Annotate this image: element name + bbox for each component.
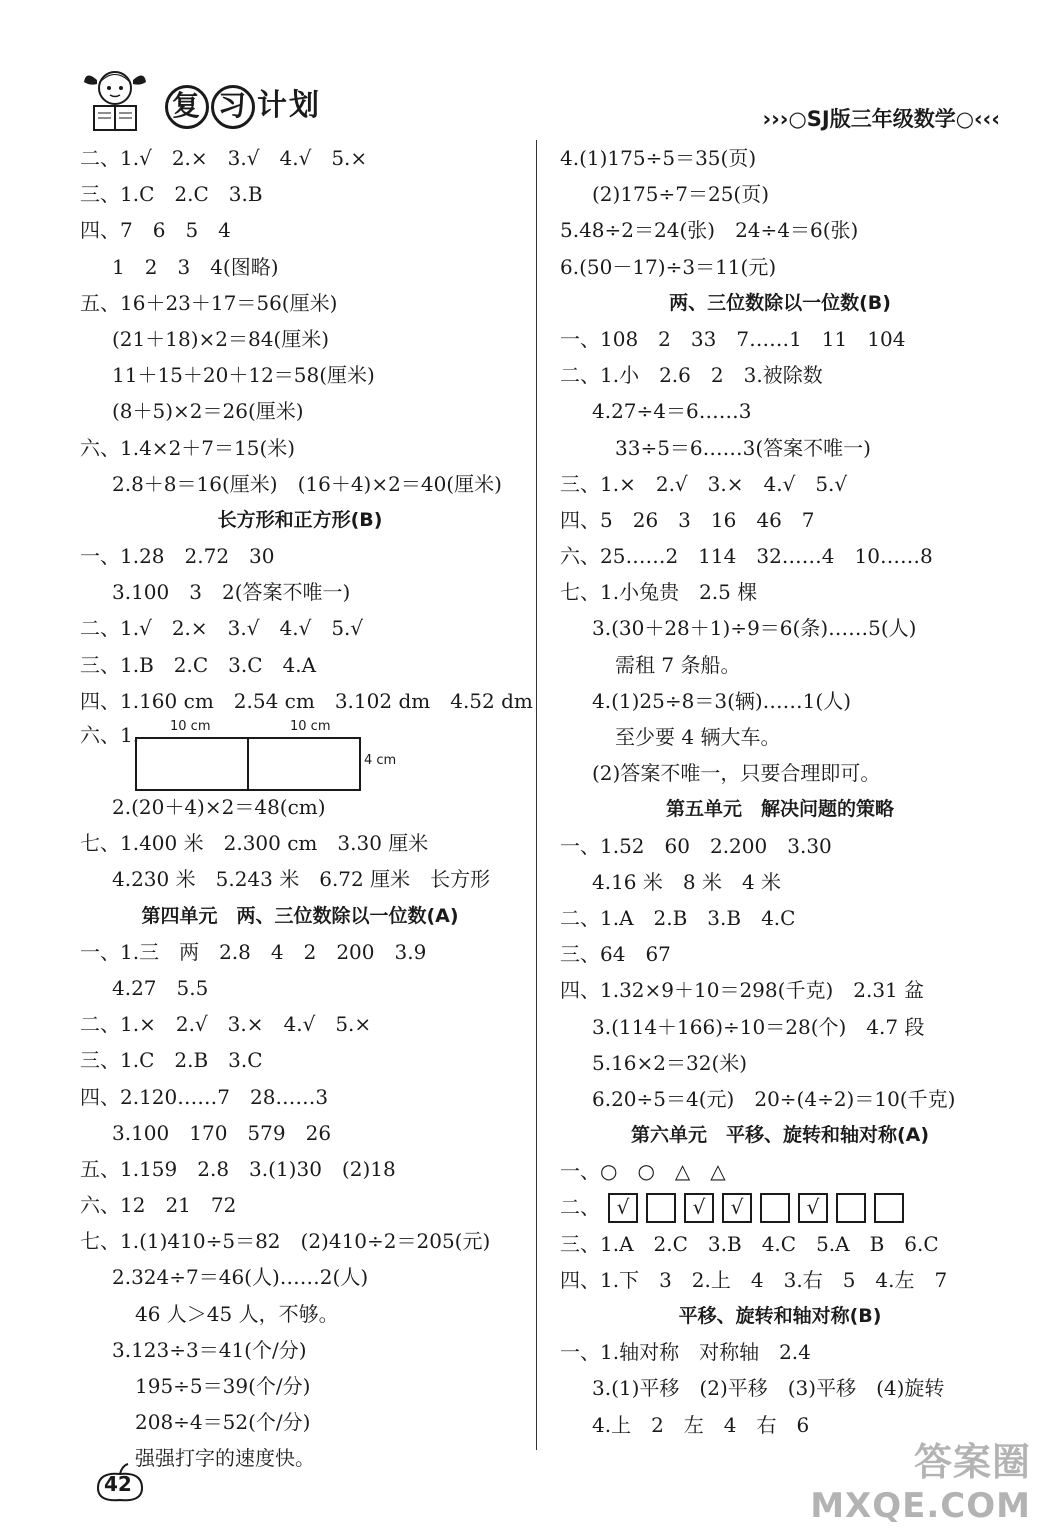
answer-line: 二、 bbox=[560, 1195, 600, 1220]
answer-line: 五、1.159 2.8 3.(1)30 (2)18 bbox=[80, 1156, 396, 1181]
checkbox: √ bbox=[798, 1193, 828, 1223]
answer-line: 一、1.三 两 2.8 4 2 200 3.9 bbox=[80, 939, 427, 964]
answer-line: 5.48÷2＝24(张) 24÷4＝6(张) bbox=[560, 218, 859, 243]
column-divider bbox=[536, 140, 537, 1450]
answer-line: 三、1.B 2.C 3.C 4.A bbox=[80, 652, 317, 677]
answer-line: (8＋5)×2＝26(厘米) bbox=[112, 399, 304, 424]
answer-line: 至少要 4 辆大车。 bbox=[615, 725, 781, 749]
page-title bbox=[165, 80, 321, 129]
answer-line: 二、1.√ 2.× 3.√ 4.√ 5.√ bbox=[80, 616, 364, 641]
answer-line: 一、108 2 33 7……1 11 104 bbox=[560, 326, 906, 351]
answer-line: 3.123÷3＝41(个/分) bbox=[112, 1337, 307, 1362]
title-char-2: 习 bbox=[211, 85, 255, 129]
checkbox: √ bbox=[608, 1193, 638, 1223]
answer-line: 4.16 米 8 米 4 米 bbox=[592, 869, 782, 894]
answer-line: 11＋15＋20＋12＝58(厘米) bbox=[112, 363, 375, 388]
dimension-label: 4 cm bbox=[364, 753, 397, 768]
answer-line: 4.27÷4＝6……3 bbox=[592, 399, 752, 424]
rectangle-right bbox=[247, 737, 361, 791]
answer-line: 四、1.下 3 2.上 4 3.右 5 4.左 7 bbox=[560, 1267, 948, 1292]
answer-line: (2)答案不唯一，只要合理即可。 bbox=[592, 761, 881, 786]
answer-line: 2.8＋8＝16(厘米) (16＋4)×2＝40(厘米) bbox=[112, 471, 502, 496]
page-number-text: 42 bbox=[104, 1472, 132, 1496]
answer-line: 一、1.52 60 2.200 3.30 bbox=[560, 833, 832, 858]
section-heading: 两、三位数除以一位数(B) bbox=[669, 291, 891, 314]
rectangle-figure bbox=[80, 719, 520, 789]
answer-line: 1 2 3 4(图略) bbox=[112, 254, 279, 279]
title-char-3: 计划 bbox=[257, 88, 321, 123]
answer-line: 3.(1)平移 (2)平移 (3)平移 (4)旋转 bbox=[592, 1376, 945, 1401]
checkbox bbox=[760, 1193, 790, 1223]
answer-line: 三、1.C 2.C 3.B bbox=[80, 182, 263, 207]
answer-line: 强强打字的速度快。 bbox=[135, 1446, 315, 1471]
girl-reading-icon bbox=[80, 60, 150, 135]
answer-line: 七、1.(1)410÷5＝82 (2)410÷2＝205(元) bbox=[80, 1229, 491, 1254]
answer-line: 6.20÷5＝4(元) 20÷(4÷2)＝10(千克) bbox=[592, 1086, 956, 1111]
answer-line: 33÷5＝6……3(答案不唯一) bbox=[615, 435, 871, 460]
answer-line: 4.上 2 左 4 右 6 bbox=[592, 1412, 810, 1437]
answer-line: 6.(50－17)÷3＝11(元) bbox=[560, 254, 777, 279]
answer-line: 208÷4＝52(个/分) bbox=[135, 1410, 311, 1435]
answer-line: 一、1.28 2.72 30 bbox=[80, 544, 275, 569]
answer-line: 需租 7 条船。 bbox=[615, 652, 741, 677]
answer-line: 3.100 170 579 26 bbox=[112, 1120, 332, 1145]
answer-line: (2)175÷7＝25(页) bbox=[592, 182, 770, 207]
answer-line: 七、1.400 米 2.300 cm 3.30 厘米 bbox=[80, 831, 429, 856]
watermark-logo bbox=[810, 1431, 1031, 1526]
answer-line: 六、1. bbox=[80, 723, 140, 747]
right-column bbox=[560, 140, 1000, 1443]
answer-line: 四、5 26 3 16 46 7 bbox=[560, 507, 815, 532]
answer-line: 二、1.A 2.B 3.B 4.C bbox=[560, 905, 796, 930]
answer-line: 三、64 67 bbox=[560, 942, 671, 967]
answer-line: 四、7 6 5 4 bbox=[80, 218, 231, 243]
answer-line: 二、1.小 2.6 2 3.被除数 bbox=[560, 363, 823, 388]
answer-line: 46 人＞45 人，不够。 bbox=[135, 1301, 339, 1326]
answer-line: 一、○ ○ △ △ bbox=[560, 1159, 726, 1184]
answer-line: 2.(20＋4)×2＝48(cm) bbox=[112, 795, 326, 819]
answer-line: 195÷5＝39(个/分) bbox=[135, 1374, 311, 1398]
watermark-cn: 答案圈 bbox=[913, 1440, 1031, 1484]
answer-line: 二、1.× 2.√ 3.× 4.√ 5.× bbox=[80, 1012, 372, 1037]
title-char-1: 复 bbox=[165, 85, 209, 129]
answer-line: 2.324÷7＝46(人)……2(人) bbox=[112, 1265, 369, 1290]
answer-line: 四、2.120……7 28……3 bbox=[80, 1084, 329, 1109]
answer-line: 七、1.小兔贵 2.5 棵 bbox=[560, 580, 758, 605]
rectangle-left bbox=[135, 737, 249, 791]
answer-line: 五、16＋23＋17＝56(厘米) bbox=[80, 290, 338, 315]
answer-line: 二、1.√ 2.× 3.√ 4.√ 5.× bbox=[80, 146, 368, 170]
answer-line: 4.230 米 5.243 米 6.72 厘米 长方形 bbox=[112, 867, 491, 892]
watermark-en: MXQE.COM bbox=[810, 1486, 1031, 1526]
checkbox: √ bbox=[684, 1193, 714, 1223]
checkbox-row bbox=[560, 1189, 1000, 1225]
book-subtitle: ›››○SJ版三年级数学○‹‹‹ bbox=[762, 107, 1000, 131]
answer-line: 三、1.A 2.C 3.B 4.C 5.A B 6.C bbox=[560, 1231, 939, 1256]
answer-line: 六、12 21 72 bbox=[80, 1193, 237, 1218]
section-heading: 第五单元 解决问题的策略 bbox=[665, 798, 894, 821]
page-number bbox=[90, 1462, 150, 1504]
section-heading: 长方形和正方形(B) bbox=[217, 508, 383, 531]
section-heading: 第四单元 两、三位数除以一位数(A) bbox=[141, 904, 459, 927]
answer-line: 3.(114＋166)÷10＝28(个) 4.7 段 bbox=[592, 1014, 925, 1039]
answer-line: 六、1.4×2＋7＝15(米) bbox=[80, 435, 296, 460]
left-column bbox=[80, 140, 533, 1477]
section-heading: 平移、旋转和轴对称(B) bbox=[678, 1305, 882, 1327]
answer-line: 六、25……2 114 32……4 10……8 bbox=[560, 544, 933, 569]
answer-line: 3.100 3 2(答案不唯一) bbox=[112, 580, 351, 605]
answer-line: 四、1.32×9＋10＝298(千克) 2.31 盆 bbox=[560, 978, 925, 1003]
answer-line: 三、1.× 2.√ 3.× 4.√ 5.√ bbox=[560, 471, 848, 496]
checkbox bbox=[874, 1193, 904, 1223]
answer-line: 3.(30＋28＋1)÷9＝6(条)……5(人) bbox=[592, 616, 917, 641]
answer-line: 四、1.160 cm 2.54 cm 3.102 dm 4.52 dm bbox=[80, 688, 533, 713]
answer-line: 4.(1)25÷8＝3(辆)……1(人) bbox=[592, 688, 852, 713]
answer-line: 4.27 5.5 bbox=[112, 975, 209, 1000]
checkbox bbox=[646, 1193, 676, 1223]
checkbox: √ bbox=[722, 1193, 752, 1223]
answer-line: 三、1.C 2.B 3.C bbox=[80, 1048, 263, 1073]
answer-line: 5.16×2＝32(米) bbox=[592, 1050, 748, 1075]
dimension-label: 10 cm bbox=[170, 719, 211, 734]
dimension-label: 10 cm bbox=[290, 719, 331, 734]
answer-line: 一、1.轴对称 对称轴 2.4 bbox=[560, 1340, 811, 1365]
checkbox bbox=[836, 1193, 866, 1223]
section-heading: 第六单元 平移、旋转和轴对称(A) bbox=[630, 1124, 930, 1147]
answer-line: 4.(1)175÷5＝35(页) bbox=[560, 146, 757, 170]
page-header bbox=[80, 60, 1000, 140]
answer-line: (21＋18)×2＝84(厘米) bbox=[112, 326, 330, 351]
